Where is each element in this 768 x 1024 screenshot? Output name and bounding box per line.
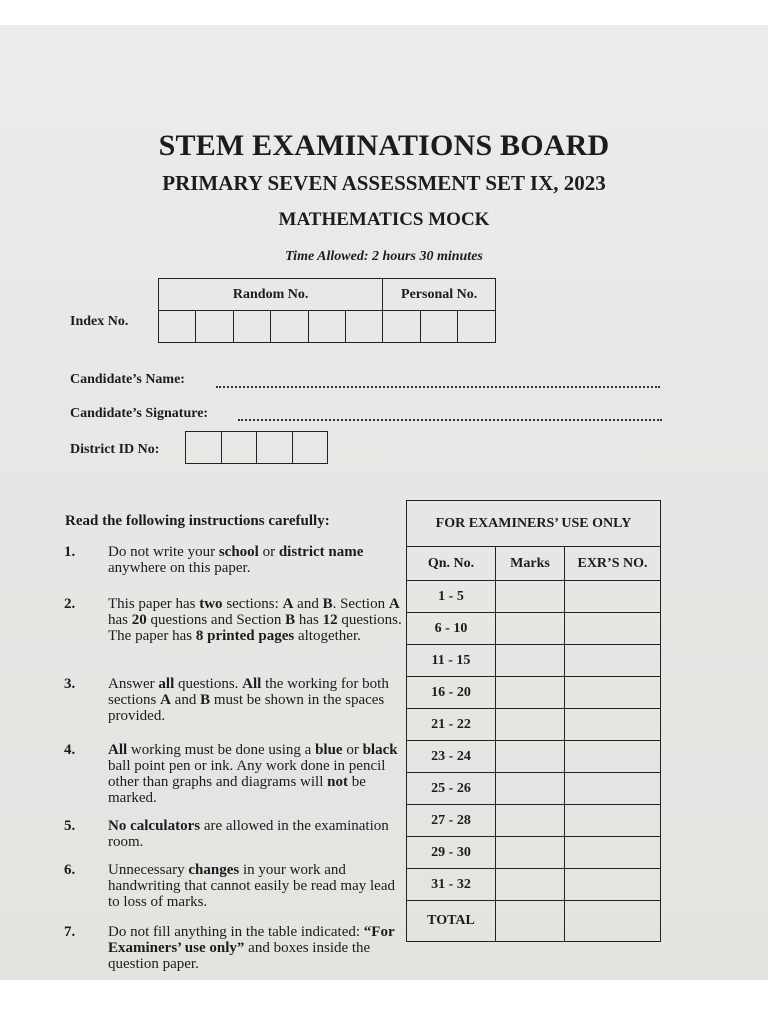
instruction-text: Do not fill anything in the table indicated: “For Examiners’ use only” and boxes inside the question paper. — [108, 924, 395, 972]
question-range: 25 - 26 — [407, 773, 496, 805]
instruction-item — [64, 676, 409, 728]
total-examiner-cell[interactable] — [565, 901, 661, 942]
instruction-text: This paper has two sections: A and B. Section A has 20 questions and Section B has 12 questions. The paper has 8 printed pages altogether. — [108, 596, 402, 644]
personal-no-header: Personal No. — [383, 279, 496, 311]
marks-cell[interactable] — [496, 869, 565, 901]
instruction-number: 7. — [64, 924, 76, 940]
instruction-number: 6. — [64, 862, 76, 878]
instruction-item — [64, 742, 409, 810]
instruction-text: All working must be done using a blue or black ball point pen or ink. Any work done in pencil other than graphs and diagrams will not be marked. — [108, 742, 398, 806]
table-row — [407, 837, 661, 869]
table-row — [407, 805, 661, 837]
column-header: EXR’S NO. — [565, 547, 661, 581]
subject-title: MATHEMATICS MOCK — [278, 209, 490, 230]
candidate-signature-label: Candidate’s Signature: — [70, 406, 209, 421]
instruction-number: 4. — [64, 742, 76, 758]
random-no-header: Random No. — [159, 279, 383, 311]
marks-cell[interactable] — [496, 805, 565, 837]
index-number-grid — [158, 278, 496, 343]
examiner-cell[interactable] — [565, 581, 661, 613]
instruction-item — [64, 862, 409, 914]
candidate-signature-line[interactable] — [238, 419, 662, 421]
index-box[interactable] — [271, 311, 308, 343]
index-box[interactable] — [458, 311, 496, 343]
marks-cell[interactable] — [496, 645, 565, 677]
index-box[interactable] — [159, 311, 196, 343]
district-id-label: District ID No: — [70, 442, 160, 457]
index-box[interactable] — [196, 311, 233, 343]
instruction-number: 5. — [64, 818, 76, 834]
district-id-box[interactable] — [186, 432, 222, 464]
index-box[interactable] — [308, 311, 345, 343]
table-row — [407, 741, 661, 773]
time-allowed: Time Allowed: 2 hours 30 minutes — [285, 249, 483, 264]
index-box[interactable] — [233, 311, 270, 343]
examiners-table-title: FOR EXAMINERS’ USE ONLY — [407, 501, 661, 547]
table-row — [407, 677, 661, 709]
instruction-text: Answer all questions. All the working for both sections A and B must be shown in the spaces provided. — [108, 676, 389, 724]
table-row — [407, 869, 661, 901]
exam-cover-page — [0, 25, 768, 980]
examiner-cell[interactable] — [565, 709, 661, 741]
question-range: 27 - 28 — [407, 805, 496, 837]
examiner-cell[interactable] — [565, 773, 661, 805]
question-range: 11 - 15 — [407, 645, 496, 677]
total-marks-cell[interactable] — [496, 901, 565, 942]
question-range: 6 - 10 — [407, 613, 496, 645]
question-range: 16 - 20 — [407, 677, 496, 709]
table-row — [407, 581, 661, 613]
instruction-text: Unnecessary changes in your work and handwriting that cannot easily be read may lead to loss of marks. — [108, 862, 395, 910]
marks-cell[interactable] — [496, 773, 565, 805]
question-range: 23 - 24 — [407, 741, 496, 773]
examiners-table — [406, 500, 661, 942]
instruction-item — [64, 544, 409, 580]
marks-cell[interactable] — [496, 709, 565, 741]
instruction-text: No calculators are allowed in the examination room. — [108, 818, 389, 850]
question-range: 29 - 30 — [407, 837, 496, 869]
district-id-box[interactable] — [292, 432, 328, 464]
column-header: Marks — [496, 547, 565, 581]
index-no-label: Index No. — [70, 314, 129, 329]
board-title: STEM EXAMINATIONS BOARD — [158, 129, 610, 162]
instruction-number: 3. — [64, 676, 76, 692]
table-row-total — [407, 901, 661, 942]
total-label: TOTAL — [407, 901, 496, 942]
question-range: 31 - 32 — [407, 869, 496, 901]
index-box[interactable] — [383, 311, 421, 343]
marks-cell[interactable] — [496, 613, 565, 645]
district-id-box[interactable] — [257, 432, 293, 464]
index-box[interactable] — [420, 311, 458, 343]
table-row — [407, 613, 661, 645]
question-range: 21 - 22 — [407, 709, 496, 741]
instruction-item — [64, 924, 409, 976]
question-range: 1 - 5 — [407, 581, 496, 613]
table-row — [407, 773, 661, 805]
assessment-title: PRIMARY SEVEN ASSESSMENT SET IX, 2023 — [162, 171, 606, 195]
instruction-item — [64, 596, 409, 666]
marks-cell[interactable] — [496, 581, 565, 613]
district-id-box[interactable] — [221, 432, 257, 464]
instruction-item — [64, 818, 409, 854]
examiner-cell[interactable] — [565, 837, 661, 869]
instruction-text: Do not write your school or district name anywhere on this paper. — [108, 544, 364, 576]
candidate-name-label: Candidate’s Name: — [70, 372, 185, 387]
index-box[interactable] — [345, 311, 382, 343]
examiner-cell[interactable] — [565, 613, 661, 645]
marks-cell[interactable] — [496, 741, 565, 773]
marks-cell[interactable] — [496, 677, 565, 709]
examiner-cell[interactable] — [565, 677, 661, 709]
instruction-number: 1. — [64, 544, 76, 560]
examiner-cell[interactable] — [565, 869, 661, 901]
examiner-cell[interactable] — [565, 645, 661, 677]
instruction-number: 2. — [64, 596, 76, 612]
instructions-heading: Read the following instructions carefully: — [65, 513, 330, 529]
column-header: Qn. No. — [407, 547, 496, 581]
examiner-cell[interactable] — [565, 805, 661, 837]
district-id-grid — [185, 431, 328, 464]
table-row — [407, 709, 661, 741]
candidate-name-line[interactable] — [216, 386, 660, 388]
examiner-cell[interactable] — [565, 741, 661, 773]
marks-cell[interactable] — [496, 837, 565, 869]
table-row — [407, 645, 661, 677]
